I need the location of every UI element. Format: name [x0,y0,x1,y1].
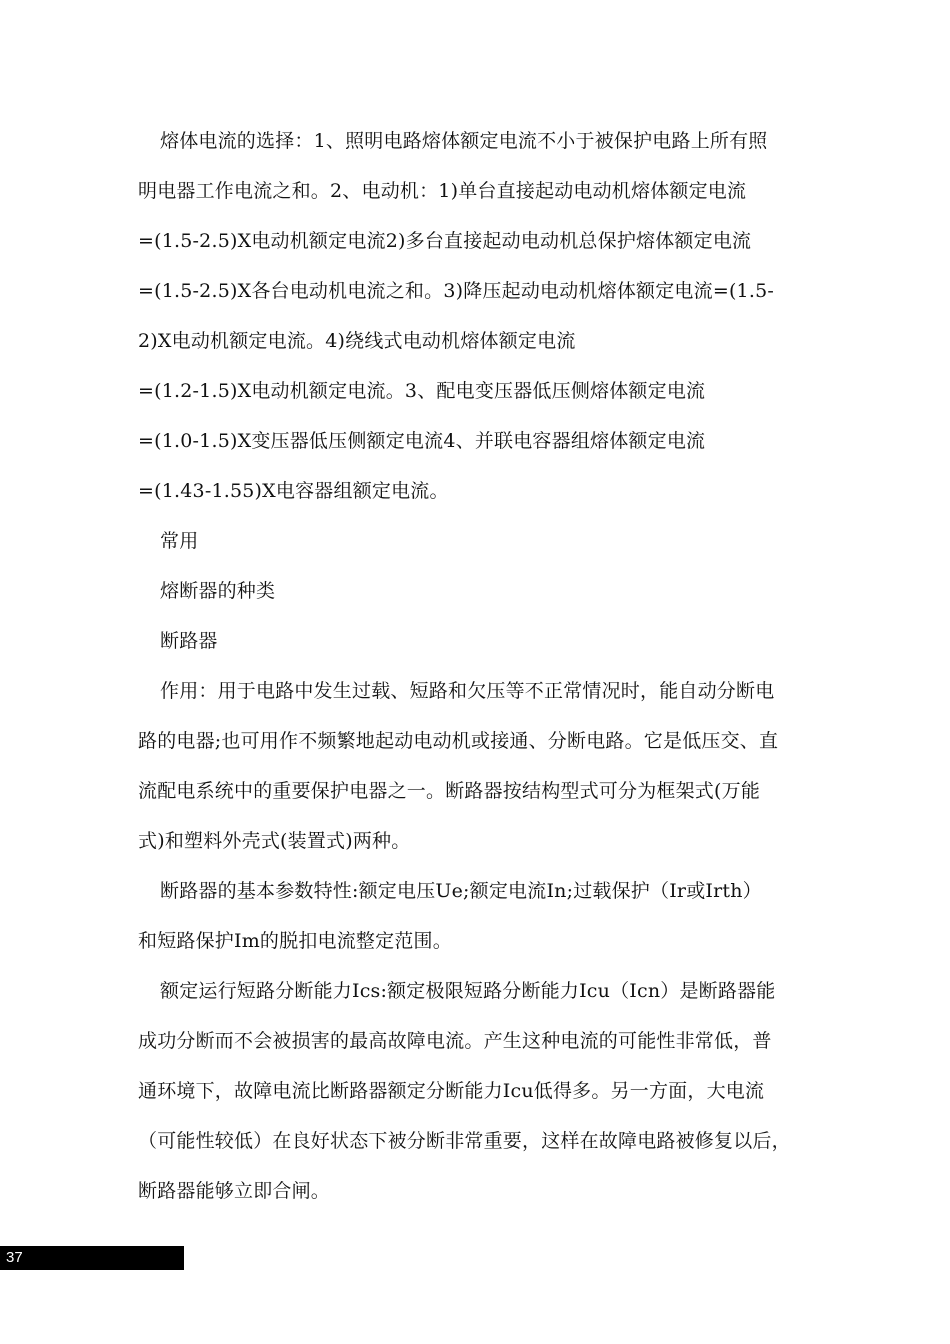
paragraph-line: 成功分断而不会被损害的最高故障电流。产生这种电流的可能性非常低，普 [138,1030,772,1052]
paragraph-line: 2)X电动机额定电流。4)绕线式电动机熔体额定电流 [138,330,576,352]
paragraph-line: 和短路保护Im的脱扣电流整定范围。 [138,930,452,952]
paragraph-line: 明电器工作电流之和。2、电动机：1)单台直接起动电动机熔体额定电流 [138,180,747,202]
paragraph-line: 额定运行短路分断能力Ics:额定极限短路分断能力Icu（Icn）是断路器能 [160,980,776,1002]
paragraph-line: =(1.5-2.5)X各台电动机电流之和。3)降压起动电动机熔体额定电流=(1.5- [138,280,774,302]
page-number-bar [0,1246,184,1270]
page-number: 37 [6,1249,23,1266]
paragraph-line: 断路器能够立即合闸。 [138,1180,331,1202]
heading-line: 断路器 [160,630,218,652]
heading-line: 常用 [160,530,199,552]
paragraph-line: 作用：用于电路中发生过载、短路和欠压等不正常情况时，能自动分断电 [160,680,775,702]
paragraph-line: 熔体电流的选择：1、照明电路熔体额定电流不小于被保护电路上所有照 [160,130,768,152]
paragraph-line: 断路器的基本参数特性:额定电压Ue;额定电流In;过载保护（Ir或Irth） [160,880,762,902]
paragraph-line: =(1.2-1.5)X电动机额定电流。3、配电变压器低压侧熔体额定电流 [138,380,706,402]
document-body [138,116,818,1216]
paragraph-line: =(1.5-2.5)X电动机额定电流2)多台直接起动电动机总保护熔体额定电流 [138,230,752,252]
heading-line: 熔断器的种类 [160,580,276,602]
paragraph-line: 流配电系统中的重要保护电器之一。断路器按结构型式可分为框架式(万能 [138,780,761,802]
paragraph-line: =(1.0-1.5)X变压器低压侧额定电流4、并联电容器组熔体额定电流 [138,430,706,452]
paragraph-line: 式)和塑料外壳式(装置式)两种。 [138,830,411,852]
paragraph-line: （可能性较低）在良好状态下被分断非常重要，这样在故障电路被修复以后， [138,1130,791,1152]
paragraph-line: =(1.43-1.55)X电容器组额定电流。 [138,480,449,502]
paragraph-line: 通环境下，故障电流比断路器额定分断能力Icu低得多。另一方面，大电流 [138,1080,765,1102]
paragraph-line: 路的电器;也可用作不频繁地起动电动机或接通、分断电路。它是低压交、直 [138,730,779,752]
